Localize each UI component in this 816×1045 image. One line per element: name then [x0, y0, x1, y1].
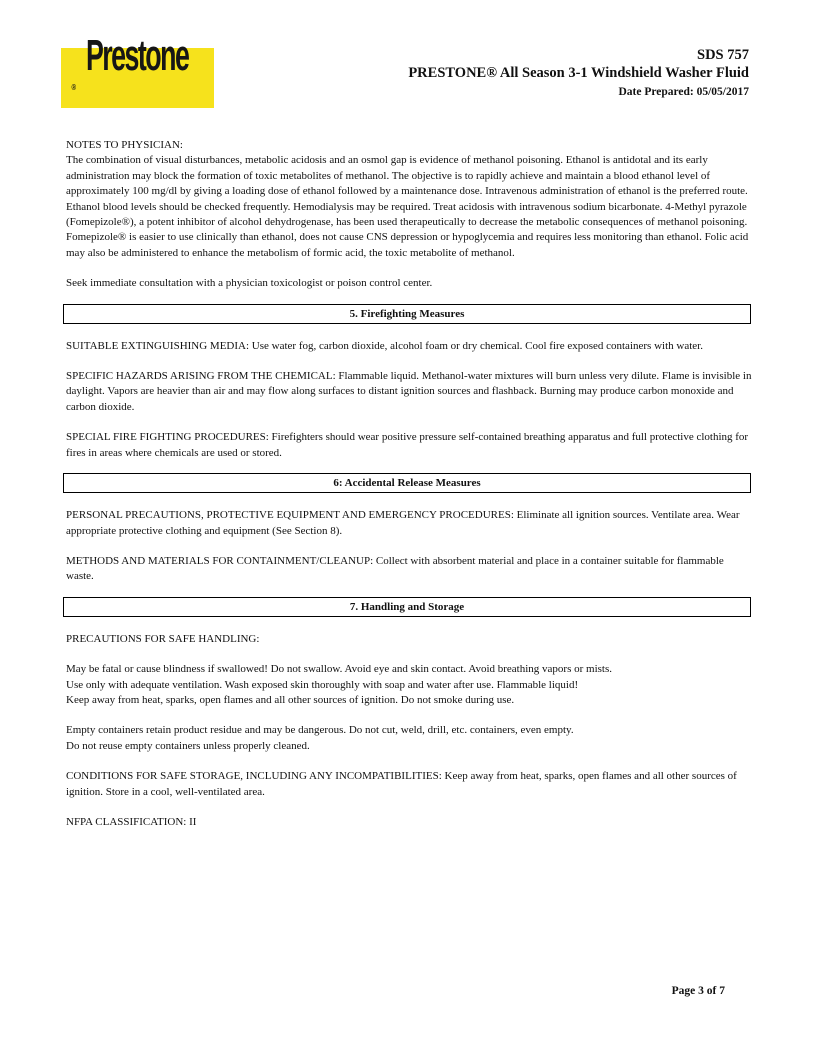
section-7-header: 7. Handling and Storage [63, 597, 751, 617]
extinguishing-media-text: SUITABLE EXTINGUISHING MEDIA: Use water fog, carbon dioxide, alcohol foam or dry chemical. Cool fire exposed containers with water. [66, 339, 703, 352]
product-name: PRESTONE® All Season 3-1 Windshield Washer Fluid [408, 65, 749, 81]
personal-precautions-text: PERSONAL PRECAUTIONS, PROTECTIVE EQUIPMENT AND EMERGENCY PROCEDURES: Eliminate all ignition sources. Ventilate area. Wear appropriate protective clothing and equipment (See Section 8). [66, 509, 740, 537]
handling-line: Keep away from heat, sparks, open flames and all other sources of ignition. Do not smoke during use. [66, 693, 515, 706]
container-line: Empty containers retain product residue and may be dangerous. Do not cut, weld, drill, etc. containers, even empty. [66, 724, 574, 737]
page-number: Page 3 of 7 [671, 985, 725, 997]
handling-line: Use only with adequate ventilation. Wash exposed skin thoroughly with soap and water after use. Flammable liquid! [66, 678, 579, 691]
sds-number: SDS 757 [697, 47, 749, 63]
handling-line: May be fatal or cause blindness if swallowed! Do not swallow. Avoid eye and skin contact. Avoid breathing vapors or mists. [66, 663, 613, 676]
section-5-header: 5. Firefighting Measures [63, 304, 751, 324]
container-line: Do not reuse empty containers unless properly cleaned. [66, 739, 310, 752]
fire-procedures-text: SPECIAL FIRE FIGHTING PROCEDURES: Firefighters should wear positive pressure self-contained breathing apparatus and full protective clothing for fires in areas where chemicals are used or stored. [66, 431, 749, 459]
document-body [66, 138, 752, 830]
nfpa-classification: NFPA CLASSIFICATION: II [66, 815, 197, 828]
section-6-header: 6: Accidental Release Measures [63, 473, 751, 493]
handling-heading: PRECAUTIONS FOR SAFE HANDLING: [66, 632, 260, 645]
consult-text: Seek immediate consultation with a physician toxicologist or poison control center. [66, 277, 433, 290]
container-block [66, 723, 752, 754]
storage-text: CONDITIONS FOR SAFE STORAGE, INCLUDING ANY INCOMPATIBILITIES: Keep away from heat, sparks, open flames and all other sources of ignition. Store in a cool, well-ventilated area. [66, 770, 737, 798]
notes-heading: NOTES TO PHYSICIAN: [66, 139, 183, 151]
notes-paragraph: The combination of visual disturbances, metabolic acidosis and an osmol gap is evidence of methanol poisoning. Ethanol is antidotal and its early administration may block the formation of toxic metabolites of methanol. The objective is to rapidly achieve and maintain a blood ethanol level of approximately 100 mg/dl by giving a loading dose of ethanol followed by a maintenance dose. Intravenous administration of ethanol is the preferred route. Ethanol blood levels should be checked frequently. Hemodialysis may be required. Treat acidosis with intravenous sodium bicarbonate. 4-Methyl pyrazole (Fomepizole®), a potent inhibitor of alcohol dehydrogenase, has been used therapeutically to decrease the metabolic consequences of methanol poisoning. Fomepizole® is easier to use clinically than ethanol, does not cause CNS depression or hypoglycemia and requires less monitoring than ethanol. Folic acid may also be administered to enhance the metabolism of formic acid, the toxic metabolite of methanol. [66, 154, 749, 259]
handling-block [66, 662, 752, 708]
specific-hazards-text: SPECIFIC HAZARDS ARISING FROM THE CHEMICAL: Flammable liquid. Methanol-water mixtures will burn unless very dilute. Flame is invisible in daylight. Vapors are heavier than air and may flow along surfaces to distant ignition sources and flashback. Burning may produce carbon monoxide and carbon dioxide. [66, 370, 752, 413]
containment-text: METHODS AND MATERIALS FOR CONTAINMENT/CLEANUP: Collect with absorbent material and place in a container suitable for flammable waste. [66, 554, 724, 583]
logo-wordmark: Prestone® [71, 31, 189, 92]
date-prepared: Date Prepared: 05/05/2017 [618, 86, 749, 98]
prestone-logo [61, 31, 214, 108]
